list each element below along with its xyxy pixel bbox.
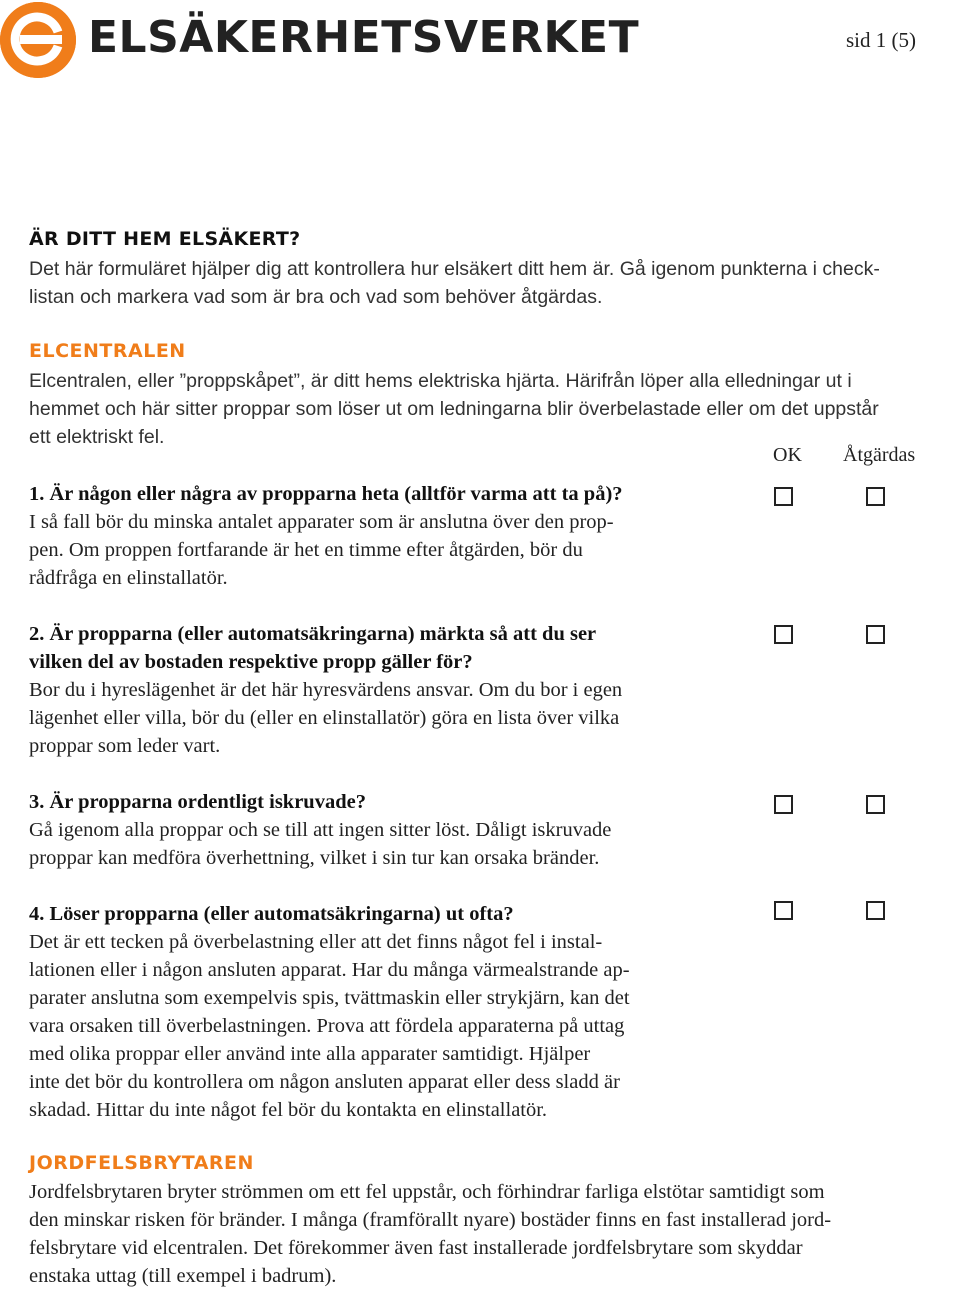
checklist-question: vilken del av bostaden respektive propp gäller för? xyxy=(29,651,473,673)
checklist-text: lationen eller i någon ansluten apparat. Har du många värmealstrande ap- xyxy=(29,959,630,981)
section-text: Elcentralen, eller ”proppskåpet”, är ditt hems elektriska hjärta. Härifrån löper alla elledningar ut i xyxy=(29,370,852,392)
section-text: hemmet och här sitter proppar som löser ut om ledningarna blir överbelastade eller om det uppstår xyxy=(29,398,879,420)
checklist-question: 4. Löser propparna (eller automatsäkringarna) ut ofta? xyxy=(29,903,514,925)
checklist-text: skadad. Hittar du inte något fel bör du kontakta en elinstallatör. xyxy=(29,1099,548,1121)
column-header-ok: OK xyxy=(773,444,802,466)
checklist-text: inte det bör du kontrollera om någon ansluten apparat eller dess sladd är xyxy=(29,1071,620,1093)
checkbox-atgardas-3[interactable] xyxy=(866,795,885,814)
checklist-text: I så fall bör du minska antalet apparater som är anslutna över den prop- xyxy=(29,511,614,533)
checkbox-ok-4[interactable] xyxy=(774,901,793,920)
checklist-text: Bor du i hyreslägenhet är det här hyresvärdens ansvar. Om du bor i egen xyxy=(29,679,623,701)
checklist-text: rådfråga en elinstallatör. xyxy=(29,567,228,589)
page-number: sid 1 (5) xyxy=(846,28,916,52)
intro-line: Det här formuläret hjälper dig att kontrollera hur elsäkert ditt hem är. Gå igenom punkterna i check- xyxy=(29,258,880,280)
intro-line: listan och markera vad som är bra och vad som behöver åtgärdas. xyxy=(29,286,603,308)
checkbox-atgardas-2[interactable] xyxy=(866,625,885,644)
checklist-text: Gå igenom alla proppar och se till att ingen sitter löst. Dåligt iskruvade xyxy=(29,819,612,841)
checklist-text: med olika proppar eller använd inte alla apparater samtidigt. Hjälper xyxy=(29,1043,591,1065)
section-text: Jordfelsbrytaren bryter strömmen om ett fel uppstår, och förhindrar farliga elstötar samtidigt som xyxy=(29,1181,825,1203)
checkbox-atgardas-1[interactable] xyxy=(866,487,885,506)
checklist-text: parater anslutna som exempelvis spis, tvättmaskin eller strykjärn, kan det xyxy=(29,987,630,1009)
section-text: enstaka uttag (till exempel i badrum). xyxy=(29,1265,337,1287)
checklist-question: 3. Är propparna ordentligt iskruvade? xyxy=(29,791,366,813)
section-heading-elcentralen: ELCENTRALEN xyxy=(29,340,186,362)
checklist-text: Det är ett tecken på överbelastning eller att det finns något fel i instal- xyxy=(29,931,603,953)
checkbox-ok-2[interactable] xyxy=(774,625,793,644)
checkbox-ok-1[interactable] xyxy=(774,487,793,506)
checklist-text: proppar kan medföra överhettning, vilket i sin tur kan orsaka bränder. xyxy=(29,847,600,869)
checklist-question: 1. Är någon eller några av propparna heta (alltför varma att ta på)? xyxy=(29,483,623,505)
section-text: den minskar risken för bränder. I många (framförallt nyare) bostäder finns en fast installerad jord- xyxy=(29,1209,832,1231)
section-text: felsbrytare vid elcentralen. Det förekommer även fast installerade jordfelsbrytare som skyddar xyxy=(29,1237,803,1259)
logo xyxy=(0,0,640,80)
section-text: ett elektriskt fel. xyxy=(29,426,165,448)
column-header-atgardas: Åtgärdas xyxy=(843,444,916,466)
checklist-text: proppar som leder vart. xyxy=(29,735,221,757)
checklist-text: vara orsaken till överbelastningen. Prova att fördela apparaterna på uttag xyxy=(29,1015,625,1037)
document-title: ÄR DITT HEM ELSÄKERT? xyxy=(29,228,301,250)
checkbox-atgardas-4[interactable] xyxy=(866,901,885,920)
checklist-text: pen. Om proppen fortfarande är het en timme efter åtgärden, bör du xyxy=(29,539,583,561)
logo-e-icon xyxy=(0,2,76,78)
checklist-text: lägenhet eller villa, bör du (eller en elinstallatör) göra en lista över vilka xyxy=(29,707,620,729)
checkbox-ok-3[interactable] xyxy=(774,795,793,814)
checklist-question: 2. Är propparna (eller automatsäkringarna) märkta så att du ser xyxy=(29,623,597,645)
section-heading-jordfelsbrytaren: JORDFELSBRYTAREN xyxy=(29,1152,254,1174)
logo-wordmark: ELSÄKERHETSVERKET xyxy=(88,12,640,63)
